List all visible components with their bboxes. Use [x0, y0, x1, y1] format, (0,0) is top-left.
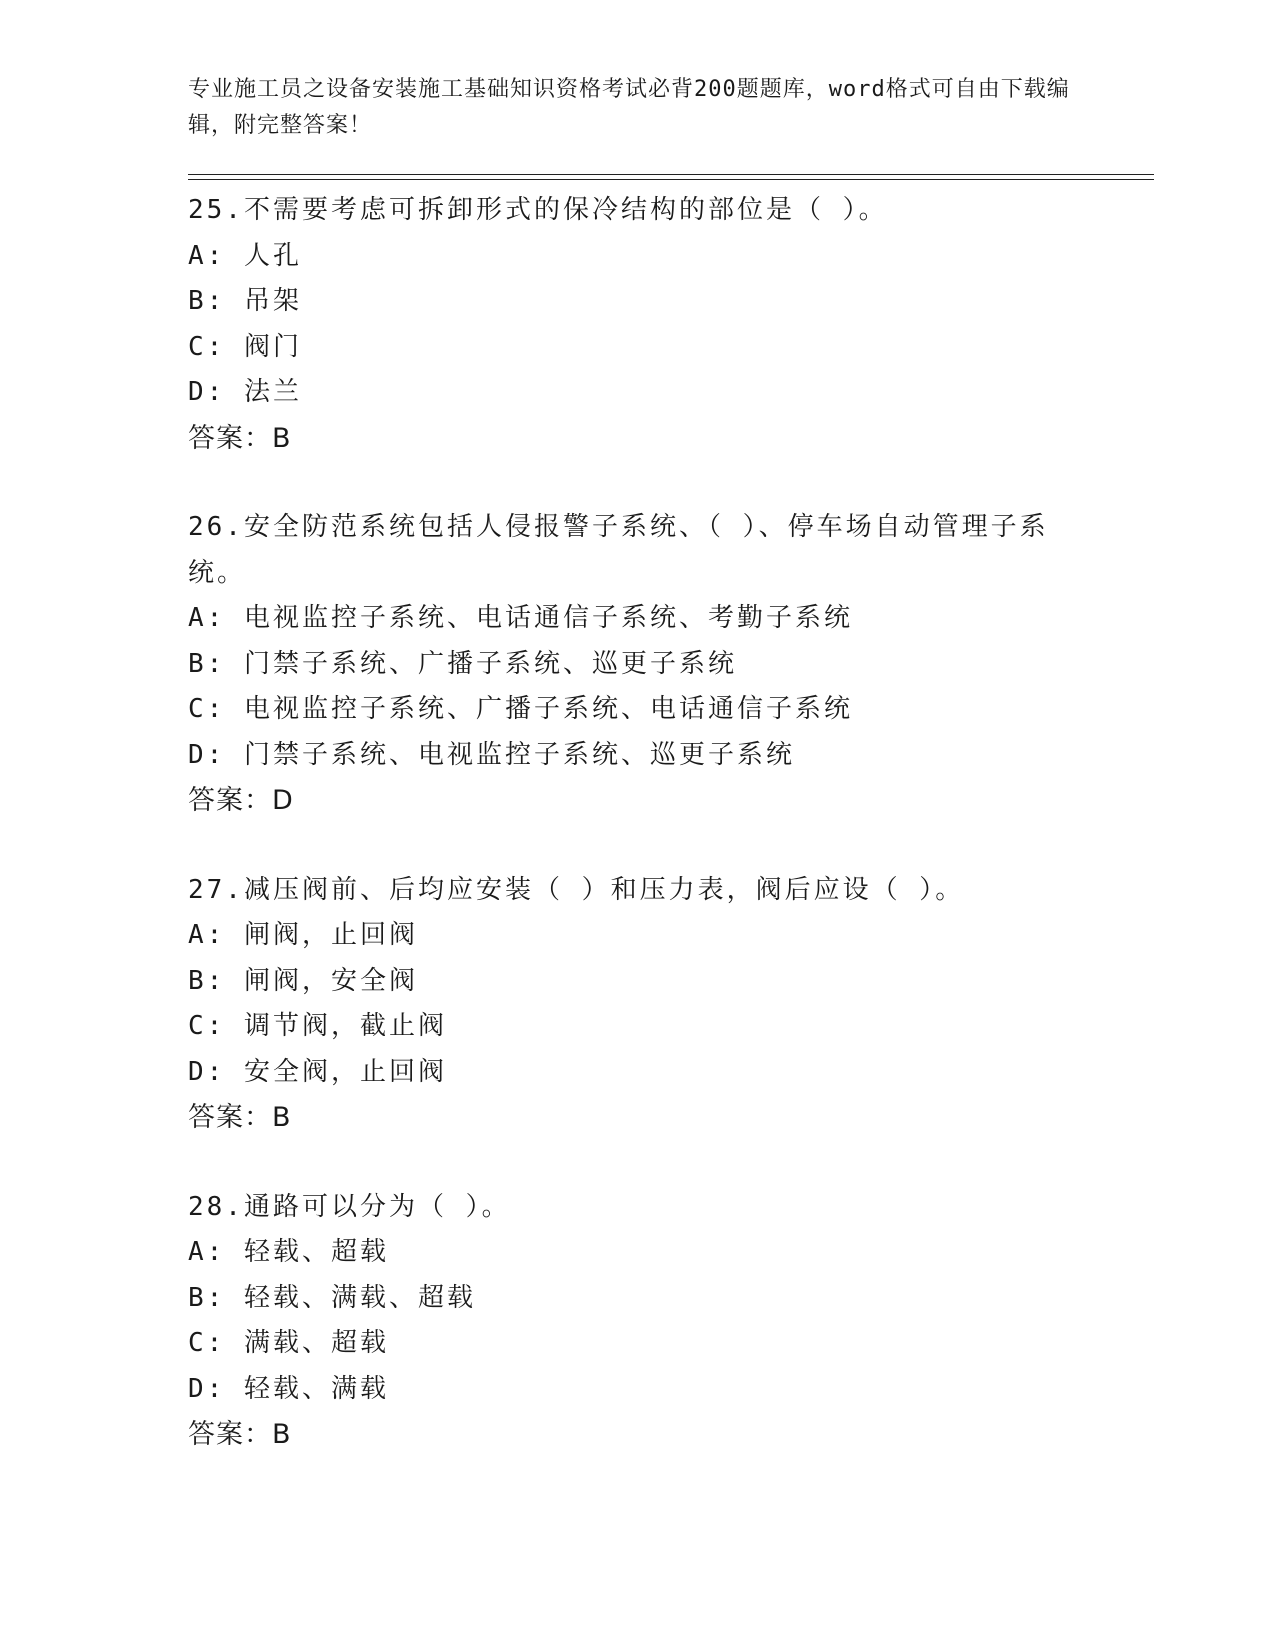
answer-line: 答案：B	[188, 1419, 292, 1450]
option-a: A: 轻载、超载	[188, 1237, 389, 1267]
question-26	[188, 505, 1088, 824]
question-stem: 26.安全防范系统包括人侵报警子系统、（ ）、停车场自动管理子系统。	[188, 512, 1049, 588]
question-stem: 25.不需要考虑可拆卸形式的保冷结构的部位是（ ）。	[188, 195, 888, 225]
header-divider-top	[188, 174, 1154, 175]
option-d: D: 门禁子系统、电视监控子系统、巡更子系统	[188, 739, 795, 770]
document-header: 专业施工员之设备安装施工基础知识资格考试必背200题题库，word格式可自由下载编辑，附完整答案！	[188, 77, 1070, 138]
option-d: D: 轻载、满载	[188, 1373, 389, 1404]
question-stem: 28.通路可以分为（ ）。	[188, 1191, 511, 1222]
question-28	[188, 1185, 1088, 1458]
answer-line: 答案：D	[188, 785, 294, 816]
option-b: B: 闸阀，安全阀	[188, 965, 418, 996]
question-list	[188, 188, 1088, 1502]
option-c: C: 调节阀，截止阀	[188, 1011, 447, 1041]
option-b: B: 门禁子系统、广播子系统、巡更子系统	[188, 648, 737, 679]
option-d: D: 安全阀，止回阀	[188, 1056, 447, 1087]
option-a: A: 电视监控子系统、电话通信子系统、考勤子系统	[188, 603, 853, 633]
option-c: C: 阀门	[188, 331, 302, 362]
option-b: B: 吊架	[188, 286, 302, 316]
option-d: D: 法兰	[188, 377, 302, 407]
question-stem: 27.减压阀前、后均应安装（ ）和压力表，阀后应设（ ）。	[188, 874, 965, 905]
option-a: A: 闸阀，止回阀	[188, 920, 418, 950]
question-27	[188, 868, 1088, 1141]
option-c: C: 电视监控子系统、广播子系统、电话通信子系统	[188, 694, 853, 724]
header-divider-bottom	[188, 179, 1154, 180]
option-a: A: 人孔	[188, 240, 302, 271]
question-25	[188, 188, 1088, 461]
option-b: B: 轻载、满载、超载	[188, 1282, 476, 1313]
answer-line: 答案：B	[188, 1102, 292, 1133]
answer-line: 答案：B	[188, 422, 292, 454]
option-c: C: 满载、超载	[188, 1328, 389, 1358]
